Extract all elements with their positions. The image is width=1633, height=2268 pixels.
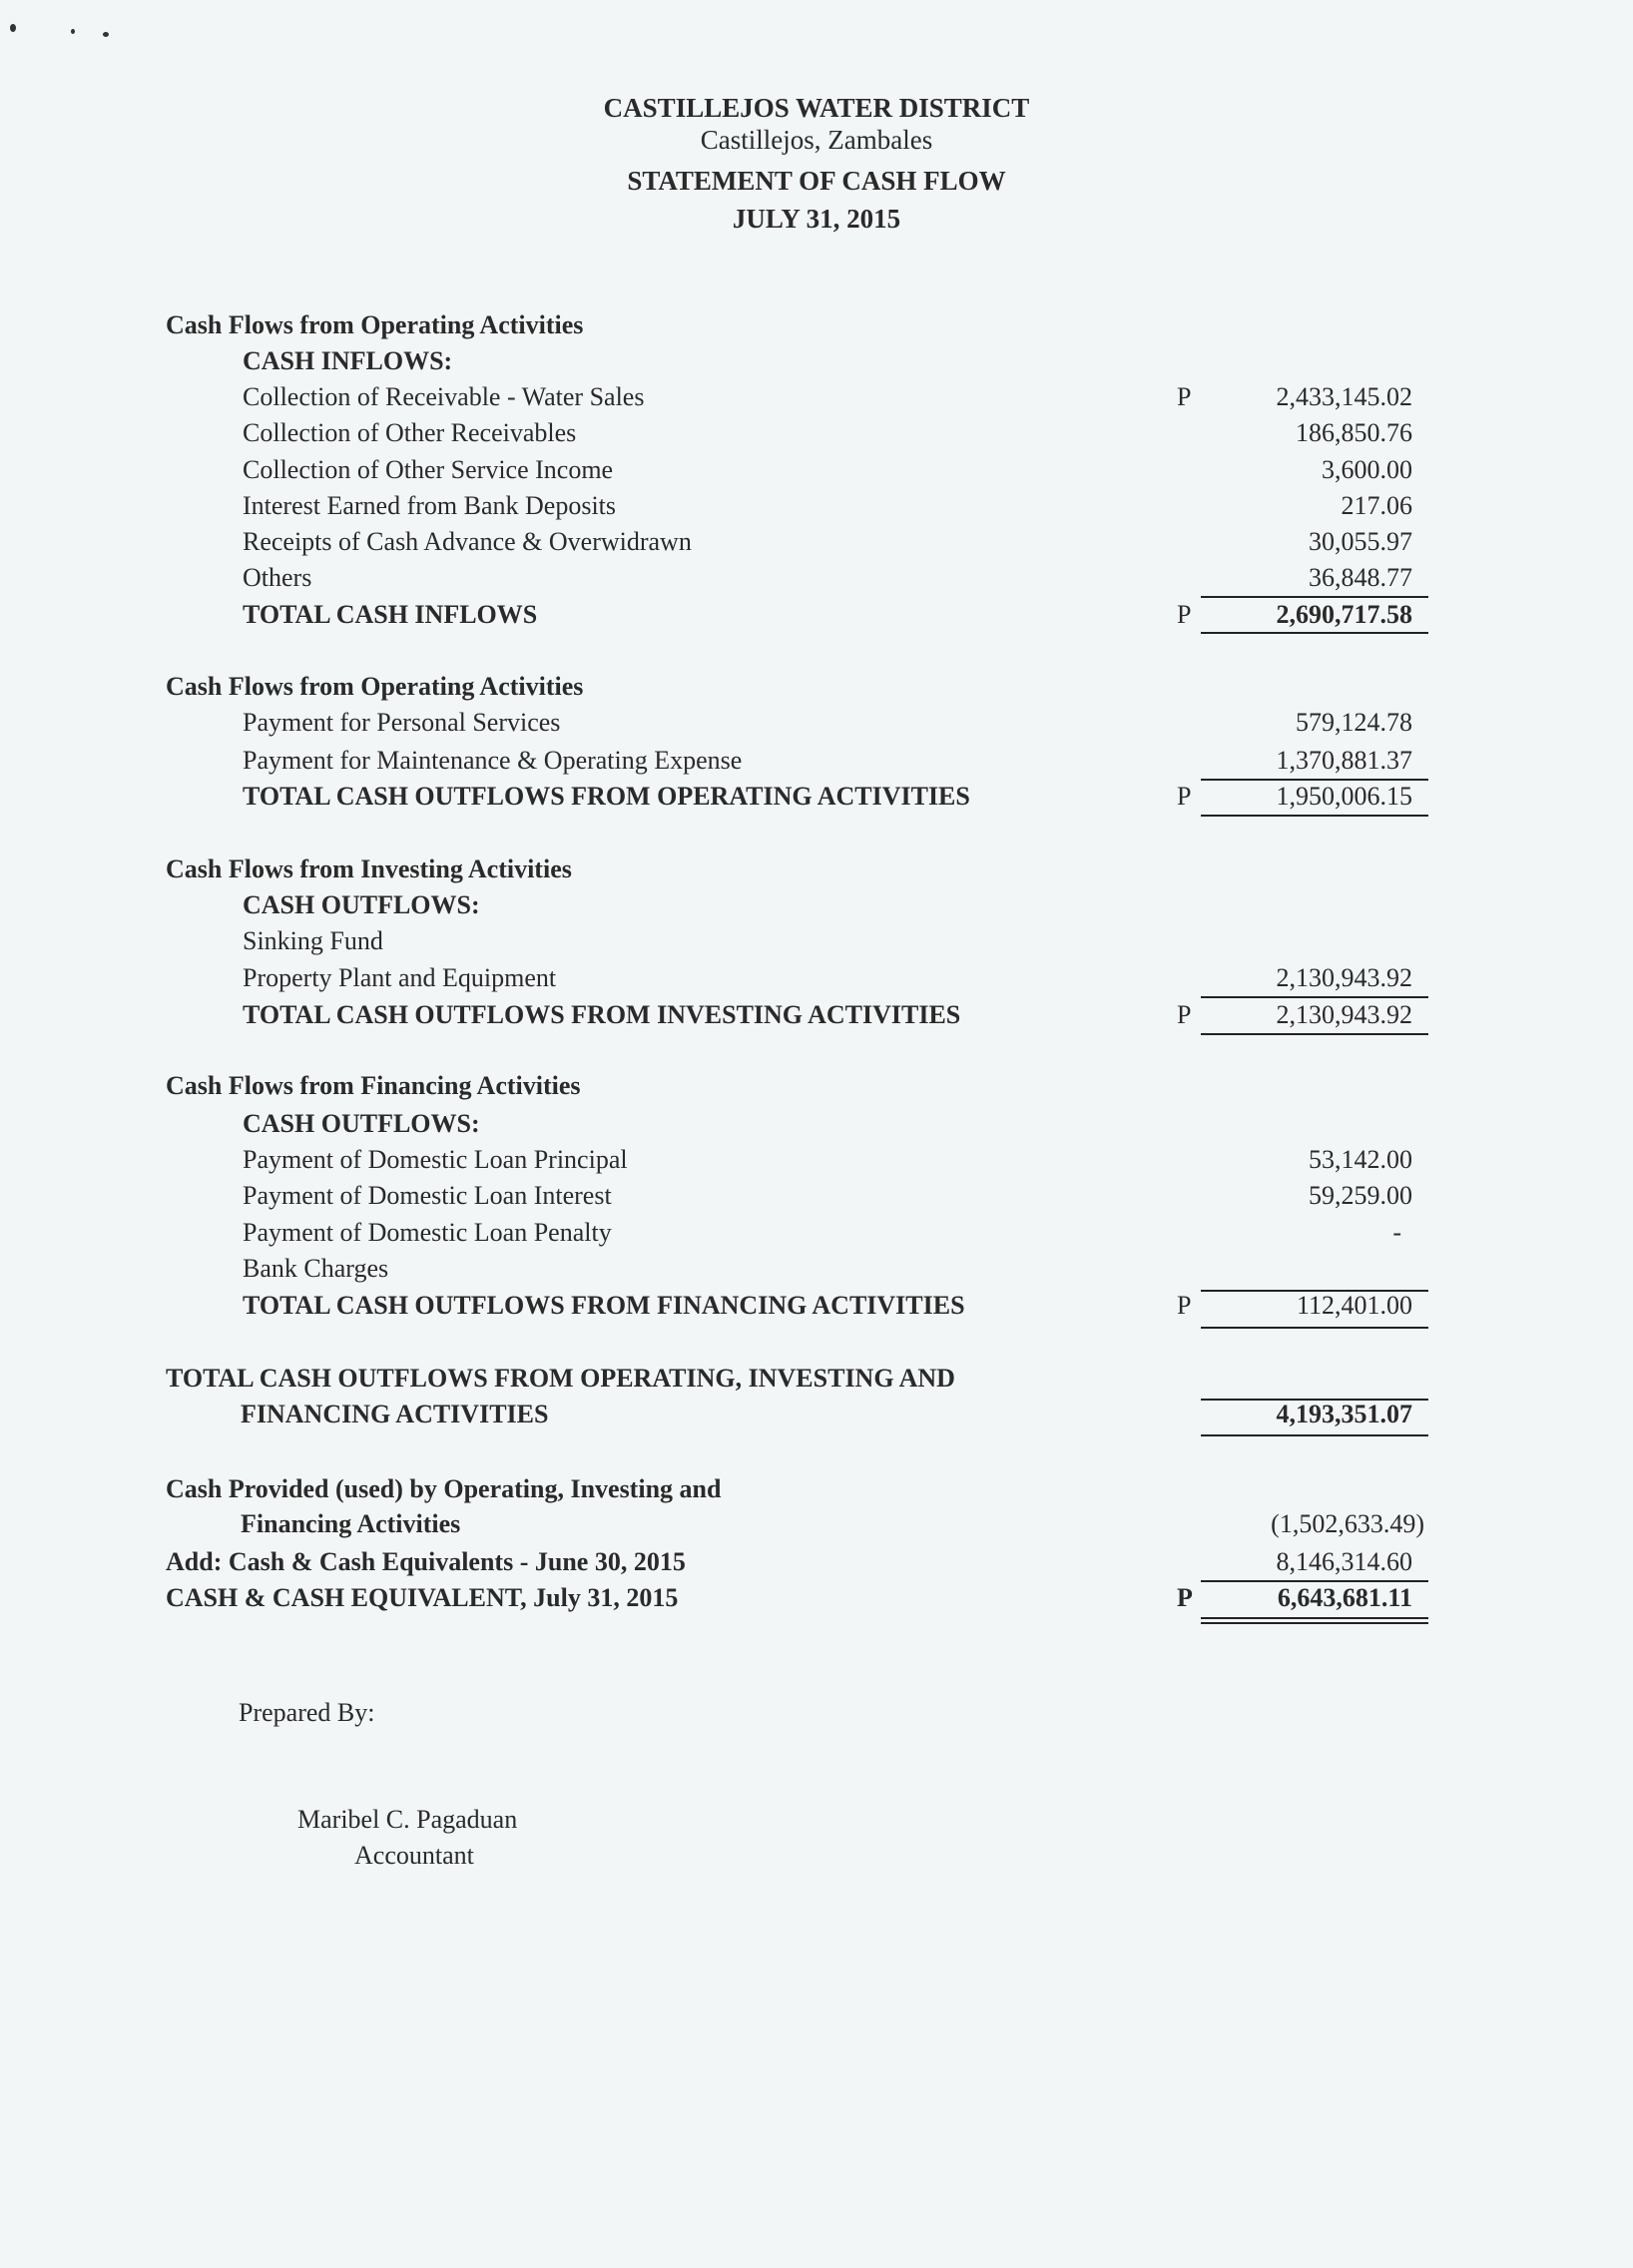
currency-symbol: P xyxy=(1177,782,1192,811)
preparer-name: Maribel C. Pagaduan xyxy=(297,1805,518,1834)
scan-speck xyxy=(10,24,16,32)
line-item xyxy=(0,707,1633,743)
statement-date: JULY 31, 2015 xyxy=(732,204,901,234)
total-label: TOTAL CASH OUTFLOWS FROM FINANCING ACTIVITIES xyxy=(243,1291,965,1320)
cash-provided-label-line1: Cash Provided (used) by Operating, Investing and xyxy=(166,1474,722,1503)
subheading-cash-outflows: CASH OUTFLOWS: xyxy=(243,1109,480,1138)
cash-provided-label-line2: Financing Activities xyxy=(241,1509,461,1538)
line-item-amount: 3,600.00 xyxy=(1322,455,1412,484)
currency-symbol: P xyxy=(1177,1583,1193,1612)
total-label: TOTAL CASH OUTFLOWS FROM INVESTING ACTIVITIES xyxy=(243,1000,961,1029)
double-rule-top xyxy=(1201,1617,1428,1619)
prepared-by-label: Prepared By: xyxy=(239,1698,375,1727)
line-item-label: Others xyxy=(243,563,312,592)
line-item-amount: 36,848.77 xyxy=(1309,563,1412,592)
line-item xyxy=(0,381,1633,417)
line-item-amount: 59,259.00 xyxy=(1309,1181,1412,1210)
currency-symbol: P xyxy=(1177,600,1192,629)
subtotal-rule xyxy=(1201,996,1428,998)
line-item-label: Payment for Personal Services xyxy=(243,708,561,737)
total-outflows-label-line1: TOTAL CASH OUTFLOWS FROM OPERATING, INVESTING AND xyxy=(166,1364,955,1393)
line-item-label: Payment for Maintenance & Operating Expense xyxy=(243,746,743,775)
cash-provided-row xyxy=(0,1508,1633,1544)
line-item-label: Collection of Receivable - Water Sales xyxy=(243,382,645,411)
total-rule xyxy=(1201,632,1428,634)
line-item-amount: 53,142.00 xyxy=(1309,1145,1412,1174)
cash-provided-amount: (1,502,633.49) xyxy=(1271,1509,1424,1538)
line-item-amount: 30,055.97 xyxy=(1309,527,1412,556)
line-item-amount: 2,433,145.02 xyxy=(1276,382,1412,411)
line-item-label: Payment of Domestic Loan Interest xyxy=(243,1181,612,1210)
section-title-operating-outflows: Cash Flows from Operating Activities xyxy=(166,672,584,701)
total-row xyxy=(0,781,1633,817)
line-item-amount: 186,850.76 xyxy=(1296,418,1412,447)
total-label: TOTAL CASH INFLOWS xyxy=(243,600,538,629)
total-row xyxy=(0,999,1633,1035)
line-item xyxy=(0,562,1633,598)
beginning-cash-amount: 8,146,314.60 xyxy=(1276,1547,1412,1576)
line-item-label: Sinking Fund xyxy=(243,926,383,955)
line-item xyxy=(0,490,1633,526)
total-rule xyxy=(1201,1033,1428,1035)
line-item-amount: 217.06 xyxy=(1341,491,1412,520)
currency-symbol: P xyxy=(1177,382,1192,411)
total-label: TOTAL CASH OUTFLOWS FROM OPERATING ACTIVITIES xyxy=(243,782,970,811)
line-item xyxy=(0,962,1633,998)
line-item-label: Receipts of Cash Advance & Overwidrawn xyxy=(243,527,692,556)
section-title-operating-inflows: Cash Flows from Operating Activities xyxy=(166,310,584,339)
beginning-cash-label: Add: Cash & Cash Equivalents - June 30, 2015 xyxy=(166,1547,686,1576)
line-item-label: Bank Charges xyxy=(243,1254,389,1283)
double-rule-bottom xyxy=(1201,1622,1428,1624)
total-amount: 1,950,006.15 xyxy=(1276,782,1412,811)
statement-title: STATEMENT OF CASH FLOW xyxy=(627,166,1006,196)
scan-speck xyxy=(71,29,75,34)
total-amount: 2,690,717.58 xyxy=(1276,600,1412,629)
scan-speck xyxy=(103,32,109,37)
section-title-financing: Cash Flows from Financing Activities xyxy=(166,1071,581,1100)
subheading-cash-outflows: CASH OUTFLOWS: xyxy=(243,890,480,919)
organization-location: Castillejos, Zambales xyxy=(700,125,933,155)
line-item xyxy=(0,1253,1633,1289)
line-item-label: Payment of Domestic Loan Principal xyxy=(243,1145,628,1174)
subheading-cash-inflows: CASH INFLOWS: xyxy=(243,346,453,375)
ending-cash-label: CASH & CASH EQUIVALENT, July 31, 2015 xyxy=(166,1583,679,1612)
line-item-amount: 1,370,881.37 xyxy=(1276,746,1412,775)
line-item xyxy=(0,417,1633,453)
ending-cash-row xyxy=(0,1582,1633,1618)
line-item xyxy=(0,1180,1633,1216)
line-item xyxy=(0,1144,1633,1180)
subtotal-rule xyxy=(1201,596,1428,598)
line-item xyxy=(0,1217,1633,1253)
beginning-cash-row xyxy=(0,1546,1633,1582)
total-rule xyxy=(1201,1434,1428,1436)
total-amount: 2,130,943.92 xyxy=(1276,1000,1412,1029)
currency-symbol: P xyxy=(1177,1000,1192,1029)
line-item-amount: - xyxy=(1392,1218,1401,1247)
ending-cash-amount: 6,643,681.11 xyxy=(1277,1583,1412,1612)
section-title-investing: Cash Flows from Investing Activities xyxy=(166,854,572,883)
total-outflows-amount: 4,193,351.07 xyxy=(1276,1400,1412,1428)
currency-symbol: P xyxy=(1177,1291,1192,1320)
total-rule xyxy=(1201,815,1428,817)
line-item-amount: 579,124.78 xyxy=(1296,708,1412,737)
line-item xyxy=(0,454,1633,490)
line-item-label: Payment of Domestic Loan Penalty xyxy=(243,1218,612,1247)
line-item xyxy=(0,925,1633,961)
total-rule xyxy=(1201,1327,1428,1329)
total-amount: 112,401.00 xyxy=(1296,1291,1412,1320)
line-item-label: Property Plant and Equipment xyxy=(243,963,557,992)
line-item xyxy=(0,745,1633,781)
line-item xyxy=(0,526,1633,562)
line-item-amount: 2,130,943.92 xyxy=(1276,963,1412,992)
preparer-title: Accountant xyxy=(354,1841,474,1870)
line-item-label: Collection of Other Service Income xyxy=(243,455,614,484)
total-row xyxy=(0,1290,1633,1326)
total-row xyxy=(0,1399,1633,1434)
line-item-label: Interest Earned from Bank Deposits xyxy=(243,491,617,520)
total-row xyxy=(0,599,1633,635)
organization-name: CASTILLEJOS WATER DISTRICT xyxy=(603,93,1030,123)
line-item-label: Collection of Other Receivables xyxy=(243,418,577,447)
total-outflows-label-line2: FINANCING ACTIVITIES xyxy=(241,1400,549,1428)
